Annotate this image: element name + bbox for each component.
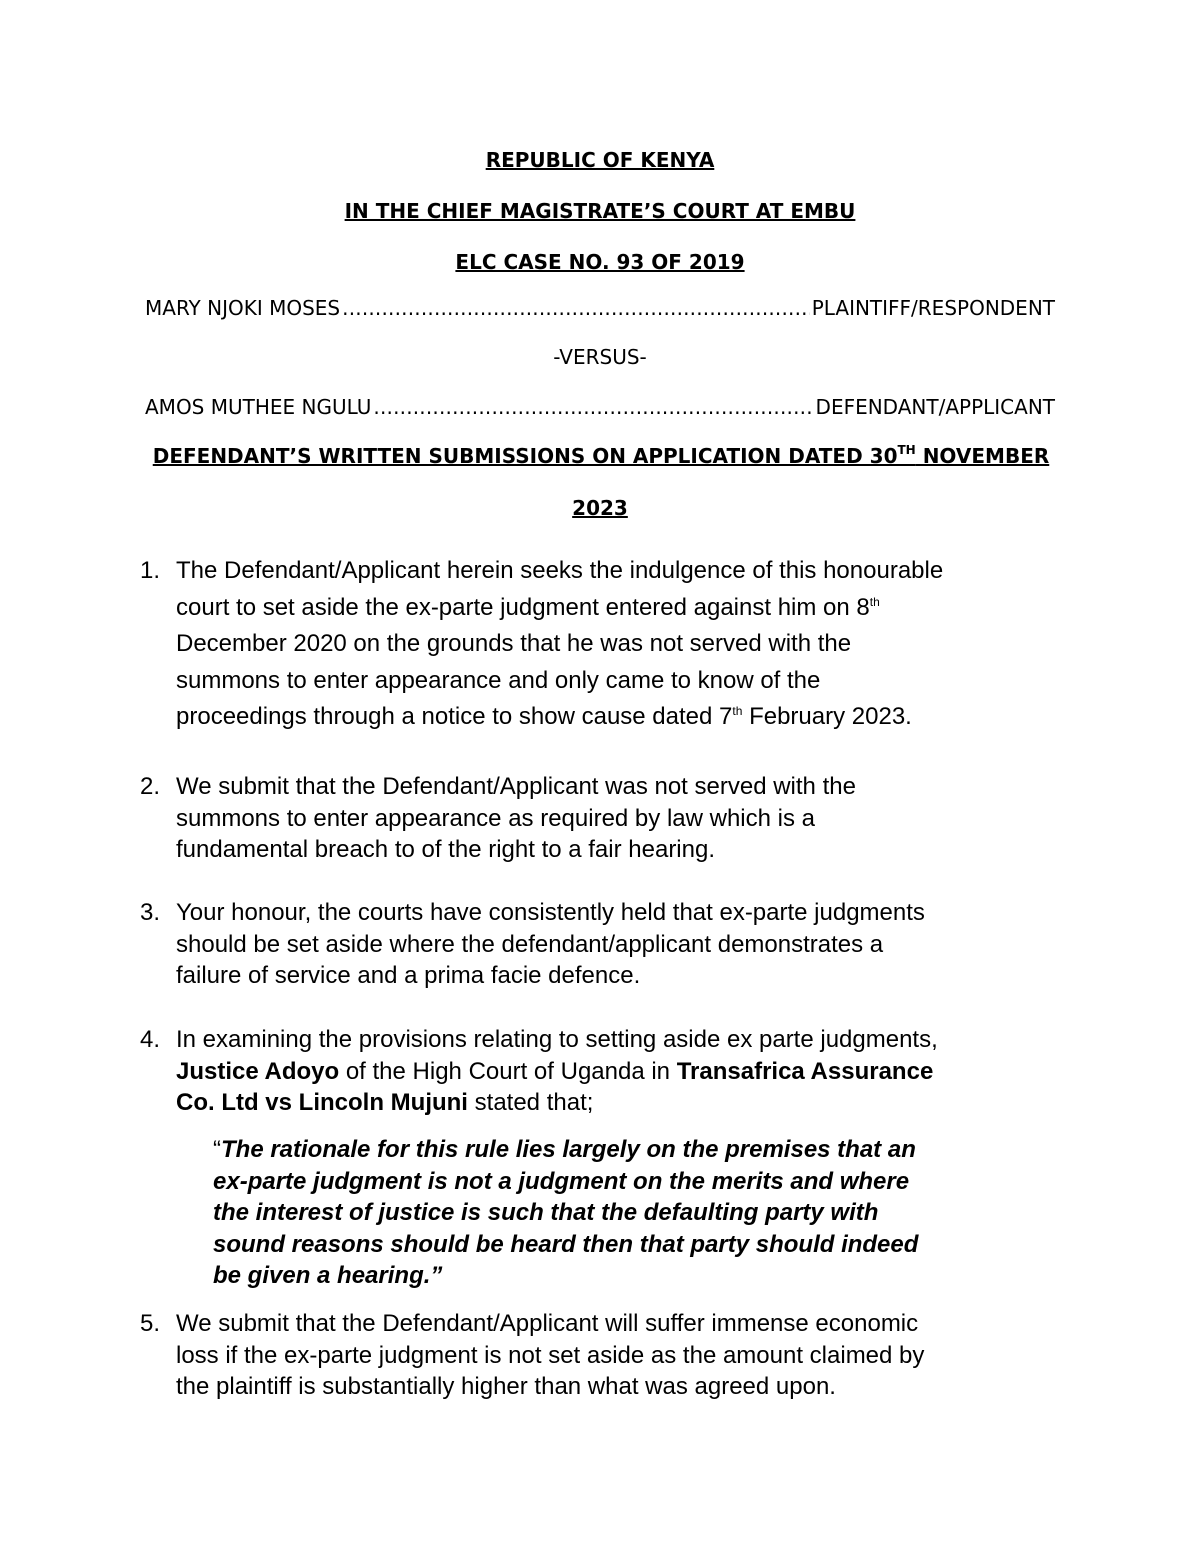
item-number: 2. <box>140 773 161 800</box>
quote-mark: “ <box>213 1136 221 1163</box>
case-citation: Transafrica Assurance <box>676 1057 934 1085</box>
item-line <box>176 699 1060 736</box>
item-line: failure of service and a prima facie defence. <box>176 962 641 989</box>
submission-title <box>145 444 1057 468</box>
item-number: 3. <box>140 899 161 926</box>
defendant-line <box>145 395 1055 419</box>
title-text: DEFENDANT’S WRITTEN SUBMISSIONS ON APPLICATION DATED 30 <box>152 444 898 468</box>
item-text <box>176 553 1060 736</box>
list-item <box>140 1308 1060 1403</box>
item-number: 1. <box>140 557 161 584</box>
item-text <box>176 1024 1060 1119</box>
case-number: ELC CASE NO. 93 OF 2019 <box>455 250 745 274</box>
submission-title-year: 2023 <box>572 496 628 520</box>
item-line-text: stated that; <box>467 1089 594 1116</box>
judge-name: Justice Adoyo <box>176 1057 340 1085</box>
item-line-text: of the High Court of Uganda in <box>339 1057 677 1085</box>
list-item <box>140 897 1060 992</box>
item-line: summons to enter appearance and only came to know of the <box>176 666 821 694</box>
quote-line: the interest of justice is such that the defaulting party with <box>213 1199 879 1226</box>
item-number: 5. <box>140 1310 161 1337</box>
list-item <box>140 553 1060 736</box>
item-line: In examining the provisions relating to setting aside ex parte judgments, <box>176 1026 938 1053</box>
superscript: th <box>732 704 743 718</box>
item-line <box>176 590 1060 627</box>
quote-line <box>213 1134 1063 1166</box>
item-line: Your honour, the courts have consistently held that ex-parte judgments <box>176 899 925 926</box>
item-line: summons to enter appearance as required by law which is a <box>176 804 815 832</box>
title-superscript: TH <box>897 443 916 457</box>
block-quote <box>213 1134 1063 1292</box>
quote-line: ex-parte judgment is not a judgment on the merits and where <box>213 1167 910 1195</box>
item-line: The Defendant/Applicant herein seeks the indulgence of this honourable <box>176 557 944 584</box>
item-text <box>176 771 1060 866</box>
item-line: December 2020 on the grounds that he was not served with the <box>176 630 852 657</box>
item-line: We submit that the Defendant/Applicant was not served with the <box>176 773 856 800</box>
item-line-text: February 2023. <box>742 703 912 730</box>
item-line-text: proceedings through a notice to show cause dated 7 <box>176 703 733 730</box>
item-line <box>176 1087 1060 1119</box>
item-line: should be set aside where the defendant/applicant demonstrates a <box>176 930 884 958</box>
item-line-text: court to set aside the ex-parte judgment entered against him on 8 <box>176 593 870 621</box>
plaintiff-line <box>145 296 1055 320</box>
item-text <box>176 897 1060 992</box>
superscript: th <box>869 594 880 609</box>
leader-dots <box>373 395 813 419</box>
court-heading: IN THE CHIEF MAGISTRATE’S COURT AT EMBU <box>344 199 856 223</box>
plaintiff-role: PLAINTIFF/RESPONDENT <box>811 296 1055 320</box>
quote-text: The rationale for this rule lies largely on the premises that an <box>221 1136 916 1163</box>
republic-heading: REPUBLIC OF KENYA <box>485 148 715 172</box>
quote-line: be given a hearing.” <box>213 1262 443 1289</box>
case-citation: Co. Ltd vs Lincoln Mujuni <box>176 1089 468 1116</box>
leader-dots <box>342 296 810 320</box>
item-line: loss if the ex-parte judgment is not set aside as the amount claimed by <box>176 1341 925 1369</box>
defendant-role: DEFENDANT/APPLICANT <box>815 395 1055 419</box>
quote-line: sound reasons should be heard then that party should indeed <box>213 1230 919 1258</box>
list-item <box>140 771 1060 866</box>
list-item <box>140 1024 1060 1119</box>
plaintiff-name: MARY NJOKI MOSES <box>145 296 341 320</box>
item-line <box>176 1056 1060 1088</box>
title-text-end: NOVEMBER <box>915 444 1050 468</box>
item-text <box>176 1308 1060 1403</box>
defendant-name: AMOS MUTHEE NGULU <box>145 395 372 419</box>
item-line: the plaintiff is substantially higher than what was agreed upon. <box>176 1373 836 1400</box>
versus-label: -VERSUS- <box>553 345 647 369</box>
item-line: fundamental breach to of the right to a fair hearing. <box>176 836 716 863</box>
item-line: We submit that the Defendant/Applicant will suffer immense economic <box>176 1310 919 1337</box>
item-number: 4. <box>140 1026 161 1053</box>
